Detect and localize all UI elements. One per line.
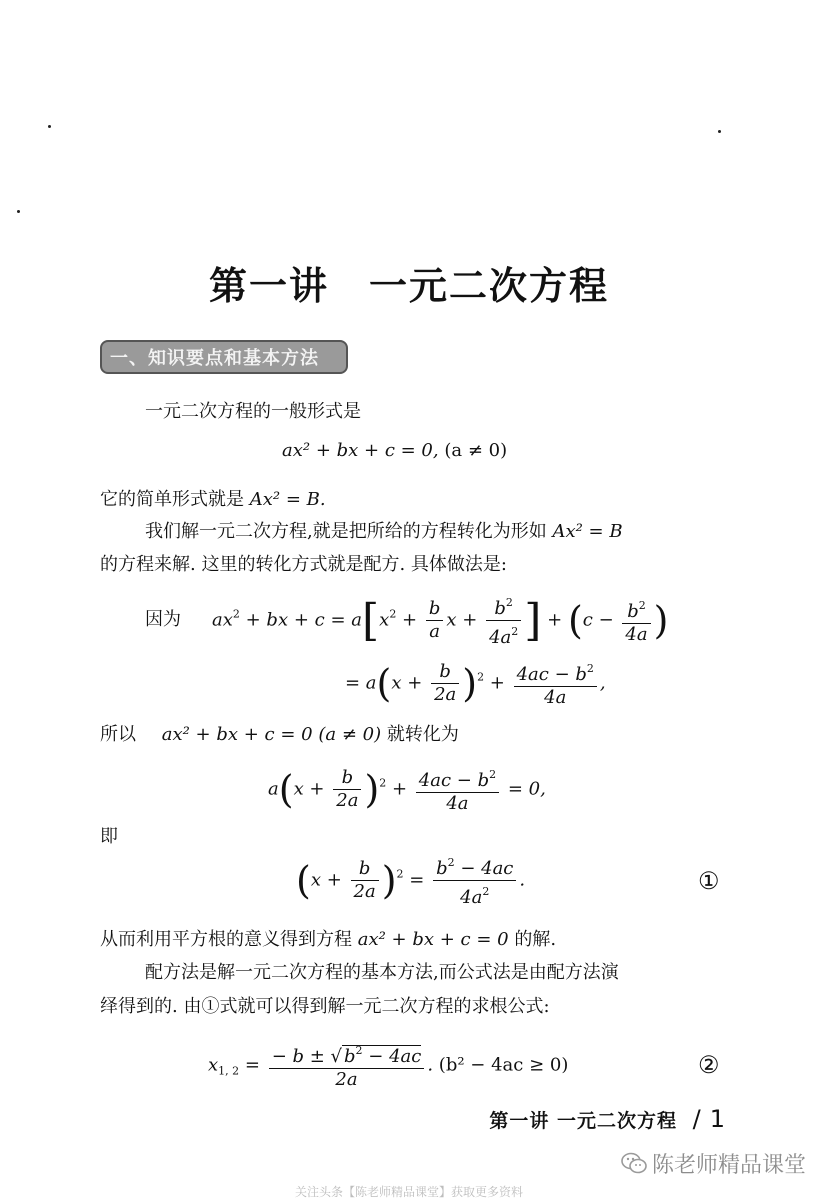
equation-general-lhs: ax² + bx + c = 0,	[282, 440, 439, 461]
page-footer	[489, 1105, 726, 1133]
square-root-tail: 的解.	[514, 929, 557, 950]
simple-form-text: 它的简单形式就是	[100, 489, 244, 510]
simple-form-formula: Ax² = B.	[249, 489, 326, 510]
method-line1-text: 我们解一元二次方程,就是把所给的方程转化为形如	[145, 521, 547, 542]
section-heading-badge: 一、知识要点和基本方法	[100, 340, 348, 374]
equation-marker-two: ②	[698, 1051, 720, 1079]
paragraph-method-line1	[145, 517, 623, 547]
footer-chapter: 第一讲 一元二次方程	[489, 1110, 677, 1132]
equation-quadratic-formula: $x_{1, 2}$ = $\frac{- b \pm √ b^2 - 4ac}{2a}$ . (b² − 4ac ≥ 0)	[208, 1040, 568, 1091]
paragraph-formula-line1: 配方法是解一元二次方程的基本方法,而公式法是由配方法演	[145, 962, 619, 983]
scan-speck	[48, 125, 51, 128]
paragraph-square-root	[100, 925, 556, 955]
lecture-title	[0, 255, 818, 310]
paragraph-general-form: 一元二次方程的一般形式是	[145, 401, 361, 422]
page-number: 1	[709, 1105, 726, 1133]
footer-slash: /	[692, 1105, 702, 1133]
equation-marker-one: ①	[698, 867, 720, 895]
so-label: 所以	[100, 724, 136, 745]
derivation-line2: = a(x + $\frac{b}{2a}$ )$^2$ + $\frac{4ac - b^2}{4a}$ ,	[345, 658, 606, 709]
quadratic-formula-condition: (b² − 4ac ≥ 0)	[438, 1054, 569, 1076]
equation-transformed: a(x + $\frac{b}{2a}$ )$^2$ + $\frac{4ac - b^2}{4a}$ = 0,	[268, 764, 546, 815]
wechat-icon	[620, 1151, 648, 1181]
equation-general-form	[282, 440, 507, 461]
watermark-bottom: 关注头条【陈老师精品课堂】获取更多资料	[294, 1185, 523, 1199]
namely-label: 即	[100, 826, 118, 847]
paragraph-simple-form	[100, 485, 326, 515]
scan-speck	[17, 210, 20, 213]
square-root-text: 从而利用平方根的意义得到方程	[100, 929, 352, 950]
so-formula: ax² + bx + c = 0 (a ≠ 0)	[161, 724, 382, 745]
because-label: 因为	[145, 609, 181, 630]
watermark	[620, 1148, 806, 1181]
equation-one: (x + $\frac{b}{2a}$ )$^2$ = $\frac{b^2 - 4ac}{4a^2}$ .	[296, 852, 525, 909]
so-line	[100, 720, 459, 750]
watermark-text: 陈老师精品课堂	[652, 1153, 807, 1178]
method-line1-formula: Ax² = B	[552, 521, 623, 542]
derivation-line1: $ax^2$ + bx + $c = a[x^2$ + $\frac{b}{a}$ x + $\frac{b^2}{4a^2}$ ] + (c − $\frac{b^2}{4a}$ )	[212, 592, 668, 649]
so-tail: 就转化为	[386, 724, 459, 745]
paragraph-formula-line2: 绎得到的. 由①式就可以得到解一元二次方程的求根公式:	[100, 996, 550, 1017]
square-root-formula: ax² + bx + c = 0	[357, 929, 509, 950]
equation-general-condition: (a ≠ 0)	[444, 440, 508, 461]
lecture-topic: 一元二次方程	[369, 264, 610, 308]
scan-speck	[718, 130, 721, 133]
lecture-number: 第一讲	[208, 264, 329, 308]
paragraph-method-line2: 的方程来解. 这里的转化方式就是配方. 具体做法是:	[100, 554, 507, 575]
